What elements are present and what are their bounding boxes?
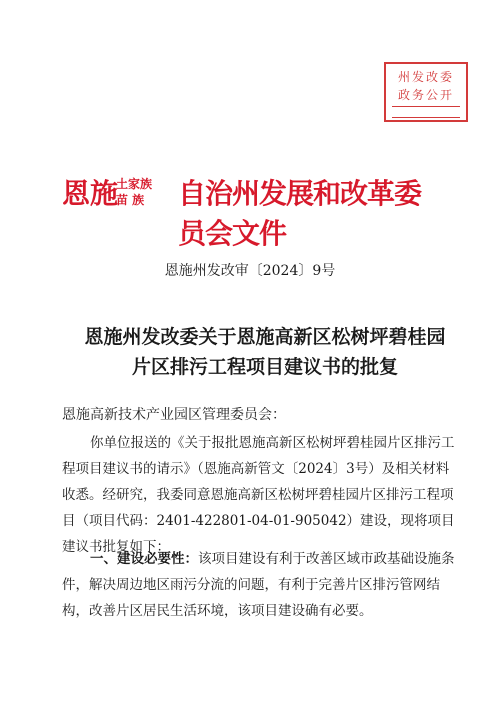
document-title (70, 322, 460, 382)
header-left-text: 恩施 (62, 177, 119, 210)
paragraph-2-body: 该项目建设有利于改善区域市政基础设施条件，解决周边地区雨污分流的问题，有利于完善片区排污管网结构，改善片区居民生活环境，该项目建设确有必要。 (62, 551, 455, 619)
header-right-text: 自治州发展和改革委员会文件 (178, 177, 422, 250)
stamp-line-1: 州发改委 (397, 70, 454, 84)
paragraph-1: 你单位报送的《关于报批恩施高新区松树坪碧桂园片区排污工程项目建议书的请示》（恩施高新管文〔2024〕3号）及相关材料收悉。经研究，我委同意恩施高新区松树坪碧桂园片区排污工程项目（项目代码：2401-422801-04-01-905042）建设，现将项目建议书批复如下： (62, 435, 455, 555)
paragraph-2 (62, 546, 462, 624)
header-mid-top: 土家族 (116, 177, 153, 191)
stamp-line-3 (392, 106, 460, 118)
paragraph-2-heading: 一、建设必要性： (90, 551, 198, 567)
public-stamp (384, 62, 468, 122)
document-number: 恩施州发改审〔2024〕9号 (164, 263, 336, 279)
document-header (62, 168, 442, 250)
title-line-1: 恩施州发改委关于恩施高新区松树坪碧桂园 (84, 326, 446, 348)
title-line-2: 片区排污工程项目建议书的批复 (131, 356, 398, 378)
stamp-line-2: 政务公开 (397, 88, 454, 102)
addressee: 恩施高新技术产业园区管理委员会： (62, 407, 286, 423)
header-mid-bottom: 苗 族 (116, 193, 145, 207)
header-mid-text (116, 176, 152, 208)
